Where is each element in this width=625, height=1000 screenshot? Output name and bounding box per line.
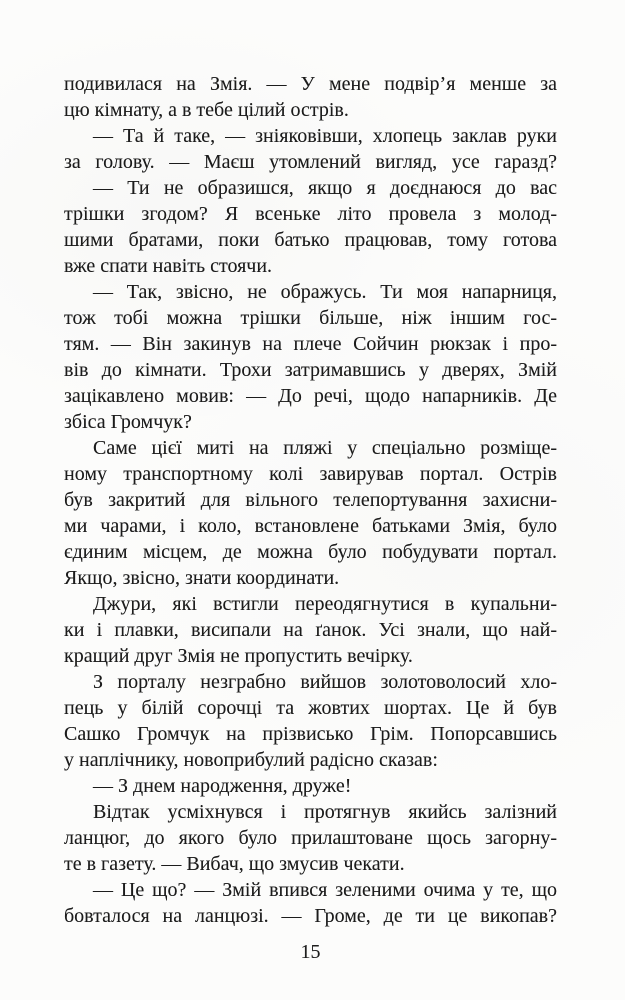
text-line: збіса Громчук? xyxy=(64,411,192,433)
text-line: зацікавлено мовив: — До речі, щодо напарників. Де xyxy=(64,385,557,407)
text-line: З порталу незграбно вийшов золотоволосий хло- xyxy=(93,671,557,693)
text-line: бовталося на ланцюзі. — Громе, де ти це викопав? xyxy=(64,905,557,927)
text-line: Відтак усміхнувся і протягнув якийсь залізний xyxy=(93,801,557,823)
text-line: — Це що? — Змій впився зеленими очима у те, що xyxy=(93,879,557,901)
text-line: подивилася на Змія. — У мене подвір’я менше за xyxy=(64,73,557,95)
text-line: був закритий для вільного телепортування захисни- xyxy=(64,489,557,511)
text-line: тож тобі можна трішки більше, ніж іншим гос- xyxy=(64,307,557,329)
text-line: тям. — Він закинув на плече Сойчин рюкзак і про- xyxy=(64,333,557,355)
text-line: — Ти не образишся, якщо я доєднаюся до вас xyxy=(93,177,557,199)
text-line: кращий друг Змія не пропустить вечірку. xyxy=(64,645,413,667)
text-line: шими братами, поки батько працював, тому готова xyxy=(64,229,557,251)
text-line: єдиним місцем, де можна було побудувати портал. xyxy=(64,541,557,563)
text-line: — Та й таке, — зніяковівши, хлопець заклав руки xyxy=(93,125,557,147)
text-line: вів до кімнати. Трохи затримавшись у дверях, Змій xyxy=(64,359,557,381)
text-line: ми чарами, і коло, встановлене батьками Змія, було xyxy=(64,515,557,537)
text-line: — Так, звісно, не ображусь. Ти моя напарниця, xyxy=(93,281,557,303)
text-line: ки і плавки, висипали на ґанок. Усі знали, що най- xyxy=(64,619,557,641)
text-line: пець у білій сорочці та жовтих шортах. Це й був xyxy=(64,697,557,719)
text-line: за голову. — Маєш утомлений вигляд, усе гаразд? xyxy=(64,151,557,173)
text-line: — З днем народження, друже! xyxy=(93,775,352,797)
page-text xyxy=(64,71,557,929)
page-number: 15 xyxy=(300,941,321,963)
text-line: ланцюг, до якого було прилаштоване щось загорну- xyxy=(64,827,557,849)
text-line: Саме цієї миті на пляжі у спеціально розміще- xyxy=(93,437,557,459)
text-line: у наплічнику, новоприбулий радісно сказав: xyxy=(64,749,438,771)
text-line: ному транспортному колі завирував портал. Острів xyxy=(64,463,557,485)
text-line: Якщо, звісно, знати координати. xyxy=(64,567,340,589)
text-line: Сашко Громчук на прізвисько Грім. Попорсавшись xyxy=(64,723,557,745)
text-line: вже спати навіть стоячи. xyxy=(64,255,273,277)
text-line: трішки згодом? Я всеньке літо провела з молод- xyxy=(64,203,557,225)
text-line: те в газету. — Вибач, що змусив чекати. xyxy=(64,853,405,875)
text-line: цю кімнату, а в тебе цілий острів. xyxy=(64,99,349,121)
text-line: Джури, які встигли переодягнутися в купальни- xyxy=(93,593,557,615)
